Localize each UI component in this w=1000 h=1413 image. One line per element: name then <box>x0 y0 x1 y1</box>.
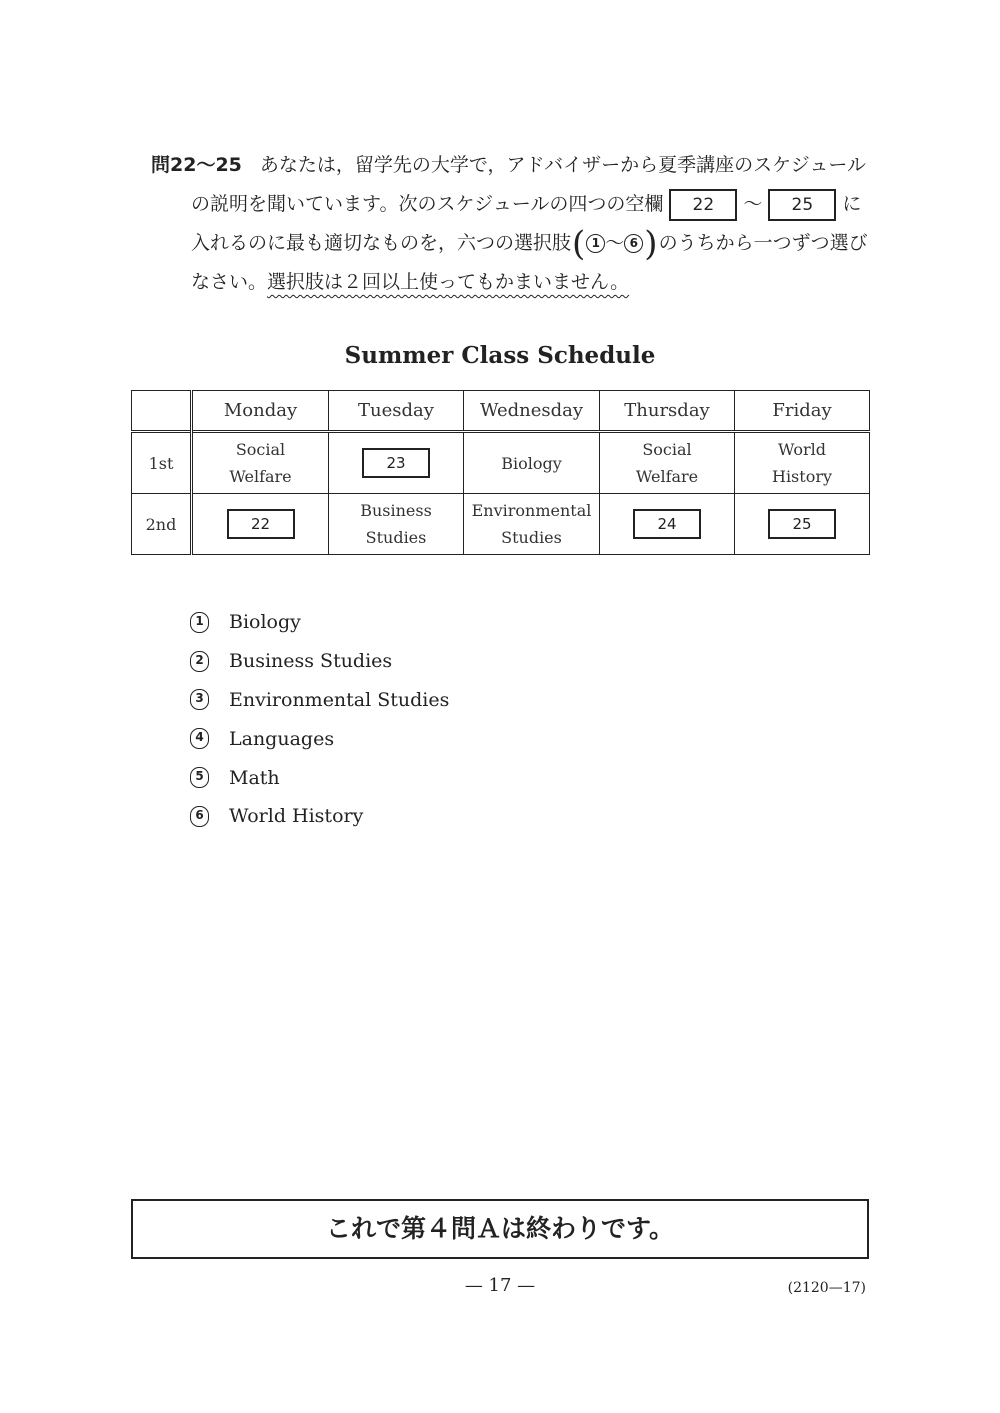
paren-open: ( <box>572 223 586 264</box>
class-cell <box>464 494 600 555</box>
class-name: Studies <box>501 528 562 547</box>
question-sentence: の説明を聞いています。次のスケジュールの四つの空欄 <box>191 193 664 215</box>
question-line-1 <box>151 146 871 185</box>
schedule-title: Summer Class Schedule <box>344 342 656 369</box>
list-item <box>190 603 449 642</box>
list-item <box>190 797 449 836</box>
option-number-circle: 6 <box>190 806 209 827</box>
class-name: Biology <box>501 453 562 473</box>
tilde: ～ <box>605 232 625 254</box>
end-of-section-box: これで第４問Ａは終わりです。 <box>131 1199 869 1259</box>
day-header: Friday <box>735 391 870 432</box>
choice-number-circle: 1 <box>586 234 605 253</box>
option-number-circle: 3 <box>190 689 209 710</box>
option-label: World History <box>229 805 364 828</box>
answer-blank: 25 <box>768 189 836 221</box>
question-sentence: のうちから一つずつ選び <box>658 232 868 254</box>
day-header: Thursday <box>600 391 735 432</box>
period-label: 2nd <box>132 494 192 555</box>
question-line-2 <box>151 185 871 224</box>
day-header: Tuesday <box>329 391 464 432</box>
list-item <box>190 681 449 720</box>
option-number-circle: 4 <box>190 728 209 749</box>
class-cell <box>735 432 870 494</box>
option-label: Languages <box>229 727 335 750</box>
question-sentence: あなたは，留学先の大学で，アドバイザーから夏季講座のスケジュール <box>259 154 866 176</box>
class-cell <box>600 494 735 555</box>
class-name: Environmental <box>471 501 592 520</box>
answer-blank: 22 <box>227 509 295 539</box>
question-text <box>151 146 871 302</box>
day-header: Wednesday <box>464 391 600 432</box>
table-row <box>132 494 870 555</box>
class-name: Social <box>642 440 692 459</box>
question-sentence: なさい。 <box>191 271 268 293</box>
option-number-circle: 5 <box>190 767 209 788</box>
schedule-table <box>131 390 870 555</box>
class-cell <box>192 494 329 555</box>
list-item <box>190 642 449 681</box>
class-cell <box>600 432 735 494</box>
answer-blank: 24 <box>633 509 701 539</box>
options-list <box>190 603 449 836</box>
question-line-3 <box>151 224 871 263</box>
class-cell <box>329 494 464 555</box>
answer-blank: 25 <box>768 509 836 539</box>
question-sentence: に <box>842 193 862 215</box>
class-cell <box>735 494 870 555</box>
answer-blank: 22 <box>669 189 737 221</box>
corner-cell <box>132 391 192 432</box>
class-cell <box>192 432 329 494</box>
option-label: Environmental Studies <box>229 688 450 711</box>
class-name: World <box>778 440 826 459</box>
class-name: Business <box>360 501 432 520</box>
exam-code: (2120—17) <box>787 1280 866 1296</box>
question-sentence: 入れるのに最も適切なものを，六つの選択肢 <box>191 232 572 254</box>
period-label: 1st <box>132 432 192 494</box>
list-item <box>190 758 449 797</box>
answer-blank: 23 <box>362 448 430 478</box>
option-number-circle: 2 <box>190 651 209 672</box>
page-number: — 17 — <box>464 1275 536 1296</box>
class-name: Welfare <box>635 467 699 486</box>
option-label: Business Studies <box>229 650 393 673</box>
class-name: History <box>771 467 833 486</box>
class-name: Studies <box>365 528 427 547</box>
paren-close: ) <box>644 223 658 264</box>
class-cell <box>329 432 464 494</box>
question-number: 問22～25 <box>151 154 242 176</box>
option-label: Biology <box>229 611 301 634</box>
question-line-4 <box>151 263 871 302</box>
table-row <box>132 432 870 494</box>
choice-number-circle: 6 <box>624 234 643 253</box>
list-item <box>190 719 449 758</box>
emphasized-note: 選択肢は２回以上使ってもかまいません。 <box>267 271 630 293</box>
tilde: ～ <box>743 193 763 215</box>
day-header: Monday <box>192 391 329 432</box>
class-name: Social <box>235 440 286 459</box>
option-number-circle: 1 <box>190 612 209 633</box>
class-cell <box>464 432 600 494</box>
option-label: Math <box>229 766 280 789</box>
table-header-row <box>132 391 870 432</box>
class-name: Welfare <box>229 467 292 486</box>
